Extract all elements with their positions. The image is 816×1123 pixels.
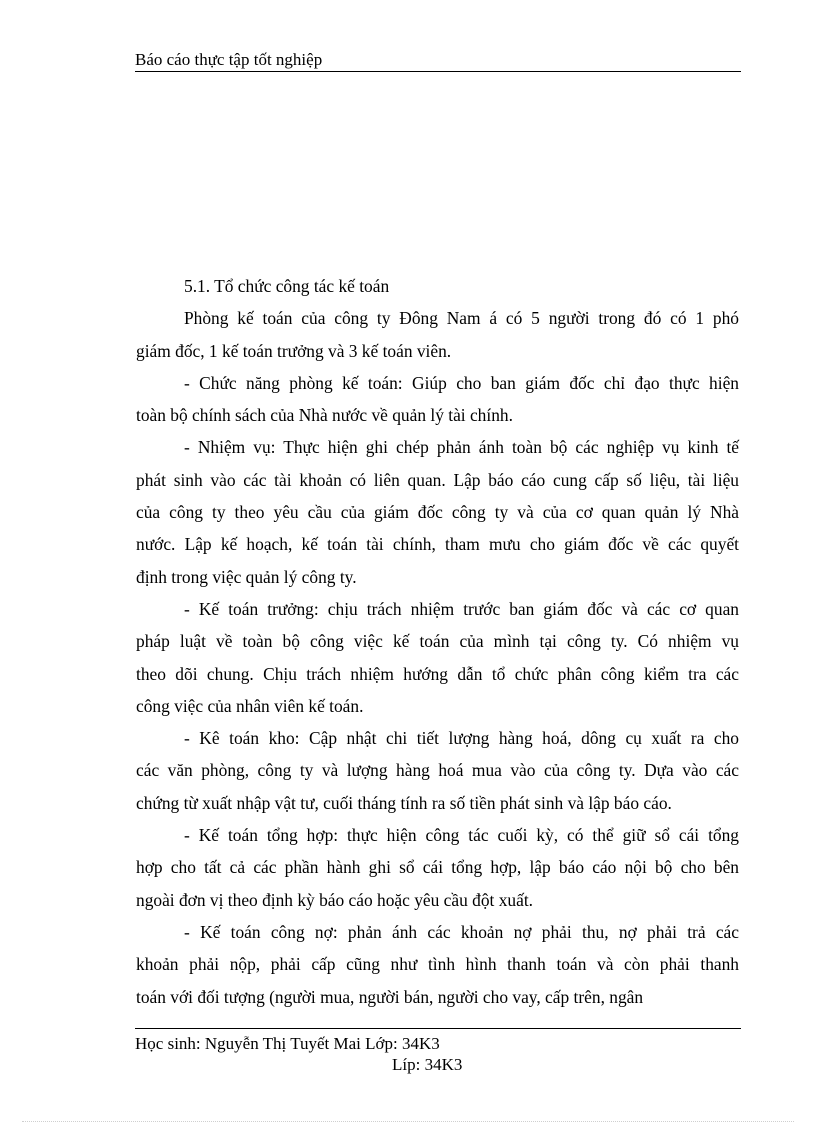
- body-line: các văn phòng, công ty và lượng hàng hoá mua vào của công ty. Dựa vào các: [136, 760, 739, 781]
- body-line: toàn bộ chính sách của Nhà nước về quản lý tài chính.: [136, 405, 513, 426]
- body-line: toán với đối tượng (người mua, người bán, người cho vay, cấp trên, ngân: [136, 986, 644, 1007]
- body-line: - Kế toán công nợ: phản ánh các khoản nợ phải thu, nợ phải trả các: [184, 921, 739, 942]
- page-header: Báo cáo thực tập tốt nghiệp: [135, 50, 741, 72]
- body-line: nước. Lập kế hoạch, kế toán tài chính, tham mưu cho giám đốc về các quyết: [136, 534, 739, 555]
- footer-divider: [135, 1028, 741, 1029]
- footer-student-info: Học sinh: Nguyễn Thị Tuyết Mai Lớp: 34K3: [135, 1034, 440, 1053]
- body-line: giám đốc, 1 kế toán trưởng và 3 kế toán viên.: [136, 340, 452, 361]
- body-line: - Kê toán kho: Cập nhật chi tiết lượng hàng hoá, dông cụ xuất ra cho: [184, 728, 739, 749]
- body-line: - Kế toán tổng hợp: thực hiện công tác cuối kỳ, có thể giữ sổ cái tổng: [184, 825, 739, 846]
- body-line: theo dõi chung. Chịu trách nhiệm hướng dẫn tổ chức phân công kiểm tra các: [136, 663, 739, 684]
- body-line: - Chức năng phòng kế toán: Giúp cho ban giám đốc chỉ đạo thực hiện: [184, 372, 739, 393]
- body-line: pháp luật về toàn bộ công việc kế toán của mình tại công ty. Có nhiệm vụ: [136, 631, 739, 652]
- body-line: - Nhiệm vụ: Thực hiện ghi chép phản ánh toàn bộ các nghiệp vụ kinh tế: [184, 437, 739, 458]
- body-line: của công ty theo yêu cầu của giám đốc công ty và của cơ quan quản lý Nhà: [136, 502, 739, 523]
- document-body: [136, 270, 739, 1013]
- body-line: Phòng kế toán của công ty Đông Nam á có 5 người trong đó có 1 phó: [184, 308, 739, 329]
- body-line: ngoài đơn vị theo định kỳ báo cáo hoặc yêu cầu đột xuất.: [136, 889, 533, 910]
- body-line: định trong việc quản lý công ty.: [136, 566, 357, 587]
- body-line: phát sinh vào các tài khoản có liên quan. Lập báo cáo cung cấp số liệu, tài liệu: [136, 469, 739, 490]
- body-line: khoản phải nộp, phải cấp cũng như tình hình thanh toán và còn phải thanh: [136, 954, 739, 975]
- body-line: hợp cho tất cả các phần hành ghi sổ cái tổng hợp, lập báo cáo nội bộ cho bên: [136, 857, 739, 878]
- footer-class-info: Líp: 34K3: [392, 1055, 463, 1074]
- body-line: chứng từ xuất nhập vật tư, cuối tháng tính ra số tiền phát sinh và lập báo cáo.: [136, 792, 672, 813]
- body-line: công việc của nhân viên kế toán.: [136, 695, 364, 716]
- body-line: - Kế toán trưởng: chịu trách nhiệm trước ban giám đốc và các cơ quan: [184, 598, 739, 619]
- page-bottom-border: [22, 1121, 794, 1122]
- section-heading: 5.1. Tổ chức công tác kế toán: [184, 276, 390, 296]
